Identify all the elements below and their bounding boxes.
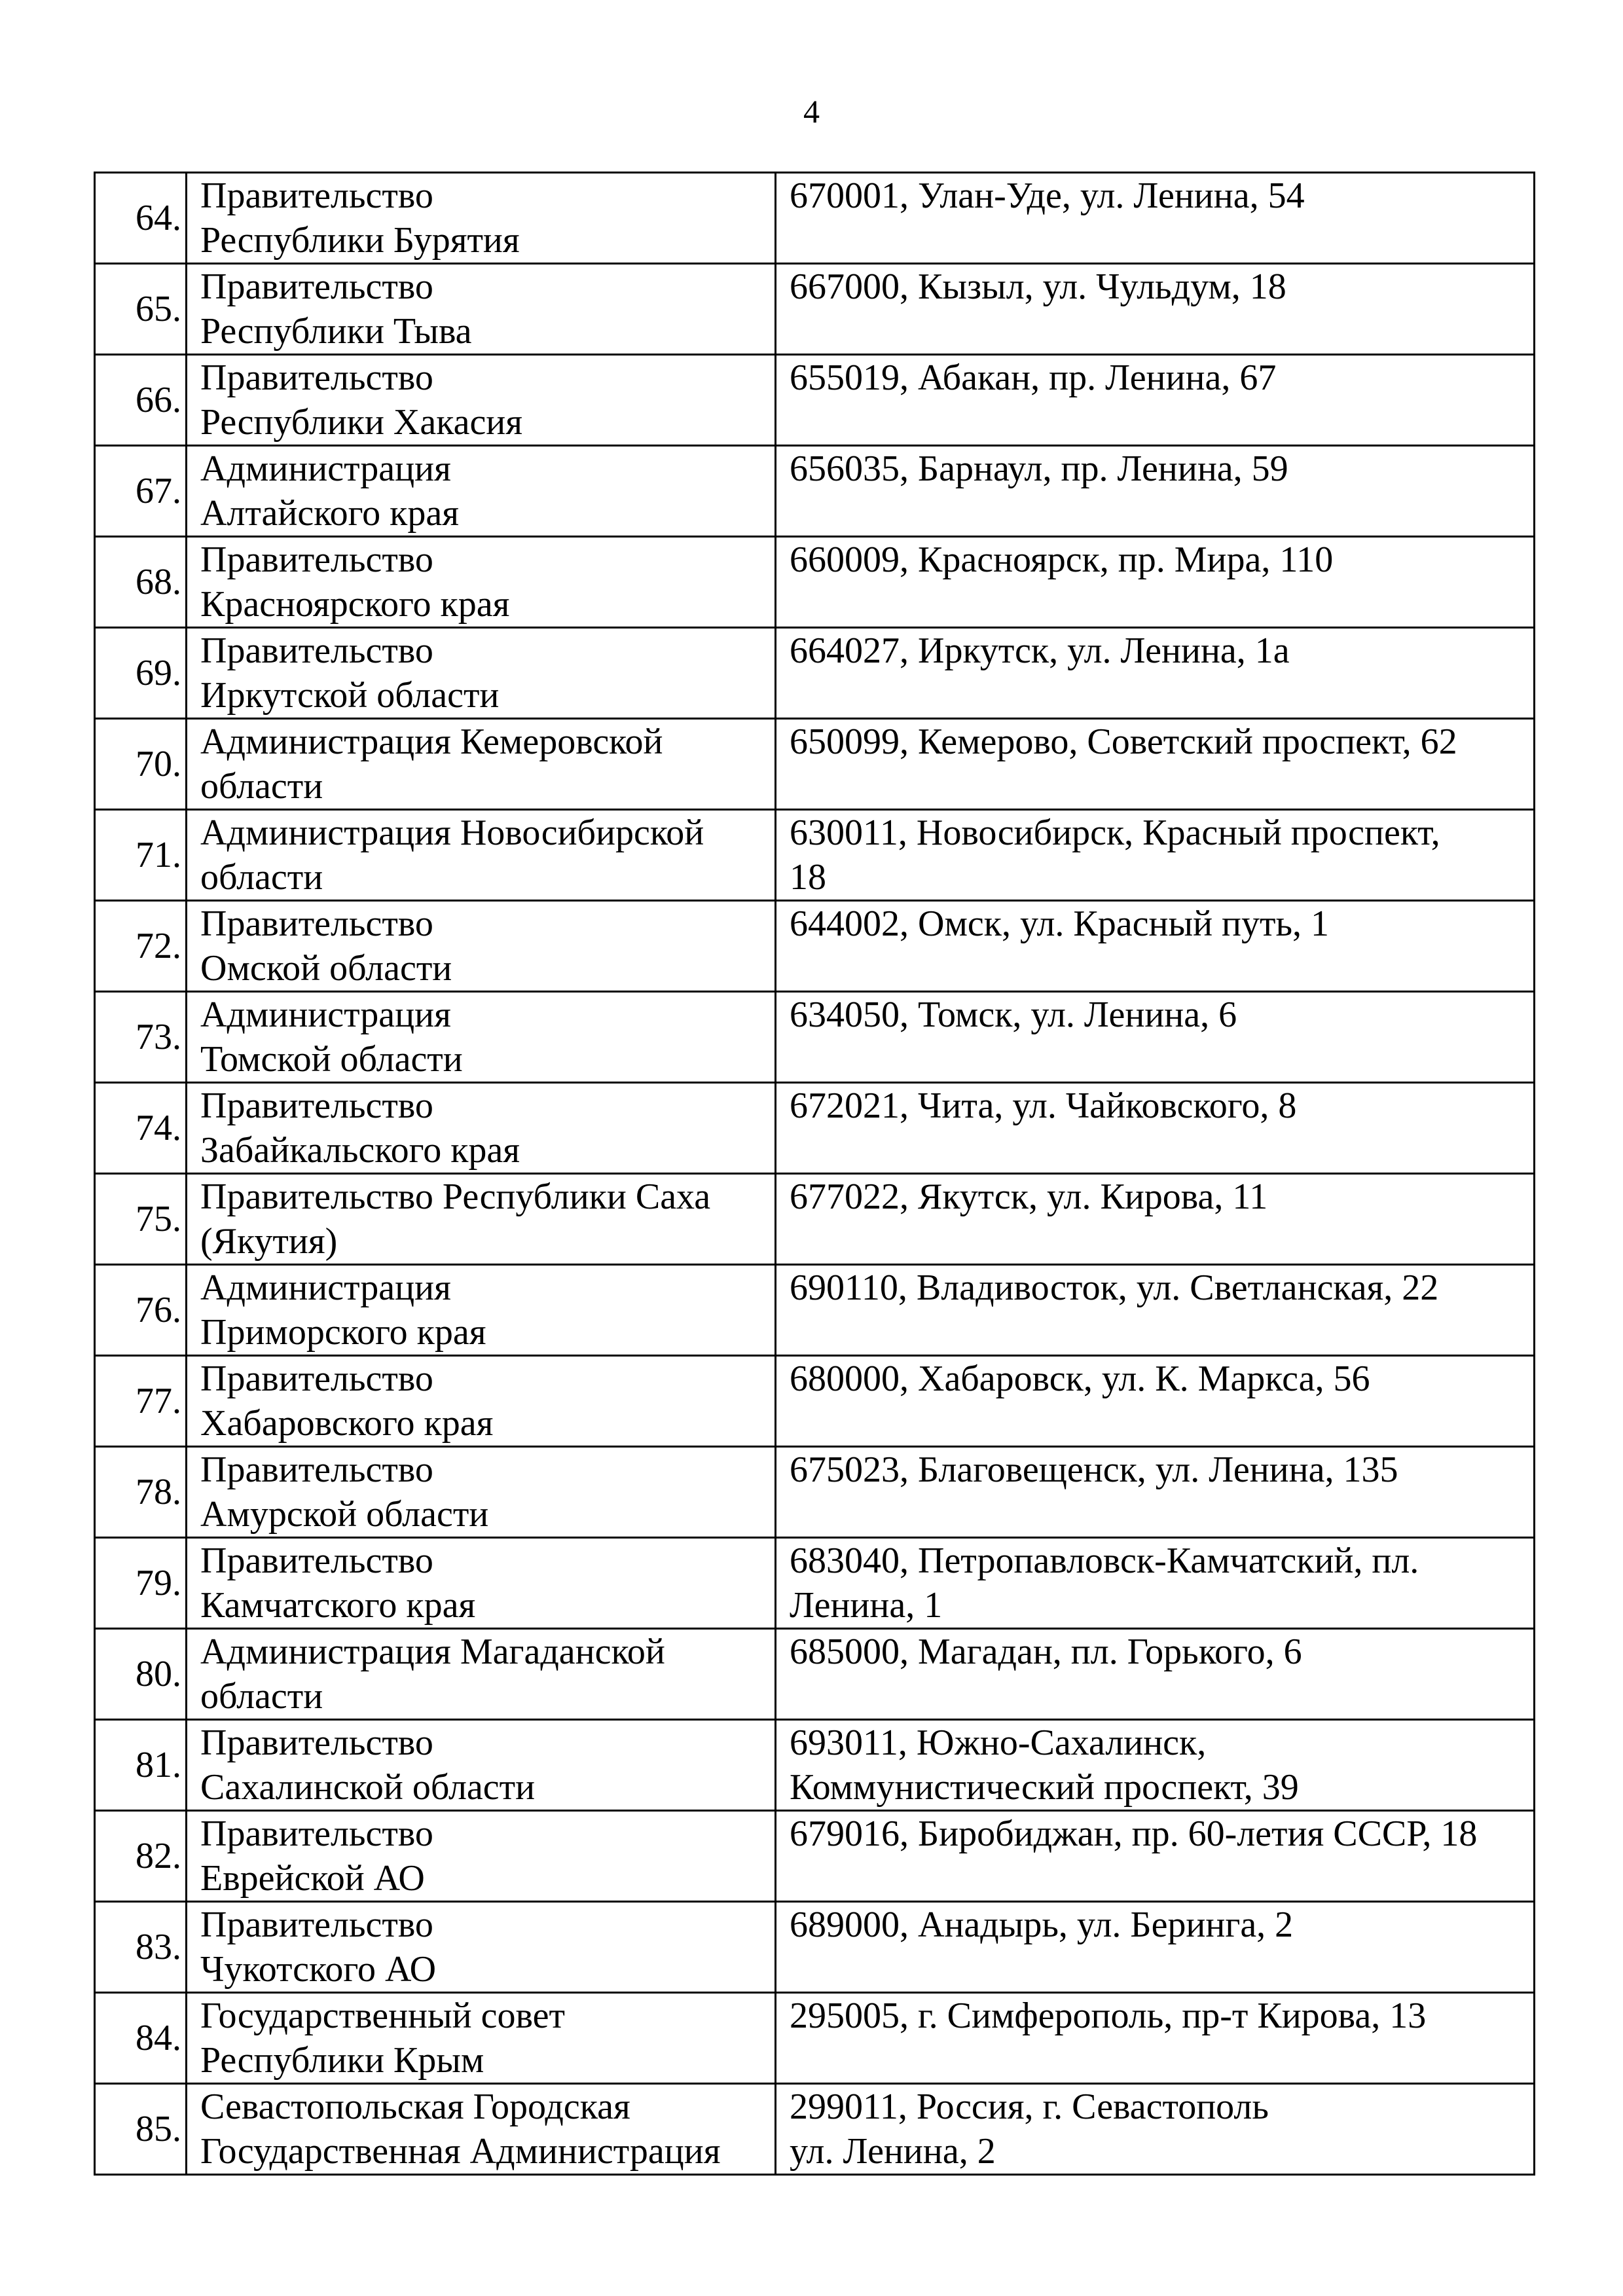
table-row (95, 810, 1535, 901)
row-number: 71. (95, 810, 187, 901)
table-body (95, 173, 1535, 2175)
organization-line: Севастопольская Городская (200, 2086, 630, 2127)
table-row (95, 1629, 1535, 1720)
address-line: ул. Ленина, 2 (790, 2131, 996, 2172)
table-row (95, 1356, 1535, 1447)
row-number: 68. (95, 537, 187, 628)
organization-line: Правительство (200, 1085, 433, 1126)
organization-line: Республики Крым (200, 2040, 484, 2081)
row-number: 79. (95, 1538, 187, 1629)
organization-cell (187, 264, 776, 355)
table-row (95, 446, 1535, 537)
organization-line: Сахалинской области (200, 1767, 536, 1808)
address-line: 634050, Томск, ул. Ленина, 6 (790, 994, 1237, 1035)
row-number: 76. (95, 1265, 187, 1356)
organization-line: области (200, 1676, 323, 1717)
row-number: 82. (95, 1811, 187, 1902)
row-number: 65. (95, 264, 187, 355)
organization-line: Правительство Республики Саха (200, 1176, 711, 1217)
address-line: 664027, Иркутск, ул. Ленина, 1а (790, 630, 1290, 671)
table-row (95, 1811, 1535, 1902)
address-cell (776, 173, 1535, 264)
address-cell (776, 1447, 1535, 1538)
table-row (95, 1447, 1535, 1538)
table-row (95, 901, 1535, 992)
organization-cell (187, 537, 776, 628)
address-cell (776, 1356, 1535, 1447)
organization-line: Амурской области (200, 1494, 489, 1535)
table-row (95, 1174, 1535, 1265)
organization-cell (187, 901, 776, 992)
organization-cell (187, 173, 776, 264)
address-cell (776, 264, 1535, 355)
table-row (95, 1083, 1535, 1174)
table-row (95, 1993, 1535, 2084)
table-row (95, 355, 1535, 446)
row-number: 72. (95, 901, 187, 992)
address-cell (776, 810, 1535, 901)
address-line: 656035, Барнаул, пр. Ленина, 59 (790, 448, 1288, 489)
table-row (95, 1720, 1535, 1811)
page-number: 4 (803, 93, 820, 130)
organization-cell (187, 1902, 776, 1993)
address-cell (776, 901, 1535, 992)
organization-line: Правительство (200, 1449, 433, 1490)
organization-cell (187, 1083, 776, 1174)
address-table (94, 172, 1535, 2176)
address-line: 630011, Новосибирск, Красный проспект, (790, 812, 1440, 853)
row-number: 73. (95, 992, 187, 1083)
organization-line: Правительство (200, 539, 433, 580)
address-line: 660009, Красноярск, пр. Мира, 110 (790, 539, 1334, 580)
row-number: 66. (95, 355, 187, 446)
table-row (95, 1902, 1535, 1993)
address-line: 299011, Россия, г. Севастополь (790, 2086, 1269, 2127)
organization-line: Иркутской области (200, 675, 500, 716)
table-row (95, 264, 1535, 355)
address-line: 683040, Петропавловск-Камчатский, пл. (790, 1540, 1419, 1581)
address-cell (776, 1265, 1535, 1356)
organization-line: Чукотского АО (200, 1949, 437, 1990)
address-cell (776, 2084, 1535, 2175)
address-line: 18 (790, 857, 826, 898)
organization-line: Хабаровского края (200, 1403, 494, 1444)
address-line: 675023, Благовещенск, ул. Ленина, 135 (790, 1449, 1398, 1490)
address-cell (776, 1902, 1535, 1993)
organization-line: Республики Тыва (200, 311, 472, 352)
organization-cell (187, 355, 776, 446)
organization-line: Администрация Магаданской (200, 1631, 665, 1672)
address-line: 685000, Магадан, пл. Горького, 6 (790, 1631, 1302, 1672)
organization-cell (187, 1629, 776, 1720)
organization-cell (187, 1720, 776, 1811)
organization-line: Правительство (200, 1813, 433, 1854)
address-line: 672021, Чита, ул. Чайковского, 8 (790, 1085, 1297, 1126)
organization-line: Красноярского края (200, 584, 510, 625)
organization-cell (187, 1993, 776, 2084)
organization-line: Приморского края (200, 1312, 486, 1353)
organization-cell (187, 1265, 776, 1356)
organization-line: Республики Бурятия (200, 220, 520, 261)
organization-cell (187, 719, 776, 810)
address-line: 667000, Кызыл, ул. Чульдум, 18 (790, 266, 1286, 307)
organization-line: Правительство (200, 1358, 433, 1399)
organization-line: (Якутия) (200, 1221, 338, 1262)
row-number: 84. (95, 1993, 187, 2084)
organization-line: Омской области (200, 948, 452, 989)
organization-line: Государственная Администрация (200, 2131, 721, 2172)
address-line: 644002, Омск, ул. Красный путь, 1 (790, 903, 1330, 944)
organization-line: Государственный совет (200, 1995, 565, 2036)
organization-line: Еврейской АО (200, 1858, 425, 1899)
organization-cell (187, 1538, 776, 1629)
organization-line: Томской области (200, 1039, 463, 1080)
row-number: 77. (95, 1356, 187, 1447)
row-number: 75. (95, 1174, 187, 1265)
organization-line: Правительство (200, 1540, 433, 1581)
row-number: 85. (95, 2084, 187, 2175)
organization-line: Администрация (200, 1267, 451, 1308)
table-row (95, 2084, 1535, 2175)
address-line: 680000, Хабаровск, ул. К. Маркса, 56 (790, 1358, 1370, 1399)
organization-line: Администрация (200, 448, 451, 489)
organization-line: Администрация Новосибирской (200, 812, 704, 853)
table-row (95, 1265, 1535, 1356)
organization-cell (187, 446, 776, 537)
organization-line: Алтайского края (200, 493, 459, 534)
organization-line: Камчатского края (200, 1585, 476, 1626)
address-line: 655019, Абакан, пр. Ленина, 67 (790, 357, 1277, 398)
address-line: 693011, Южно-Сахалинск, (790, 1722, 1207, 1763)
organization-line: области (200, 766, 323, 807)
address-line: 689000, Анадырь, ул. Беринга, 2 (790, 1904, 1294, 1945)
organization-line: Правительство (200, 1904, 433, 1945)
address-line: Коммунистический проспект, 39 (790, 1767, 1299, 1808)
row-number: 69. (95, 628, 187, 719)
table-row (95, 992, 1535, 1083)
organization-cell (187, 1447, 776, 1538)
organization-line: Правительство (200, 266, 433, 307)
organization-cell (187, 1811, 776, 1902)
address-line: 650099, Кемерово, Советский проспект, 62 (790, 721, 1457, 762)
table-row (95, 537, 1535, 628)
address-cell (776, 1174, 1535, 1265)
organization-line: Республики Хакасия (200, 402, 523, 443)
organization-cell (187, 810, 776, 901)
table-row (95, 173, 1535, 264)
row-number: 81. (95, 1720, 187, 1811)
table-row (95, 719, 1535, 810)
address-cell (776, 992, 1535, 1083)
table-row (95, 628, 1535, 719)
organization-line: Правительство (200, 357, 433, 398)
organization-line: Администрация (200, 994, 451, 1035)
address-cell (776, 719, 1535, 810)
organization-cell (187, 992, 776, 1083)
address-line: 670001, Улан-Уде, ул. Ленина, 54 (790, 175, 1305, 216)
address-line: 295005, г. Симферополь, пр-т Кирова, 13 (790, 1995, 1427, 2036)
address-cell (776, 1993, 1535, 2084)
address-cell (776, 1720, 1535, 1811)
address-cell (776, 1083, 1535, 1174)
row-number: 64. (95, 173, 187, 264)
organization-line: Правительство (200, 630, 433, 671)
address-cell (776, 1538, 1535, 1629)
address-cell (776, 1629, 1535, 1720)
organization-line: Забайкальского края (200, 1130, 520, 1171)
address-line: 677022, Якутск, ул. Кирова, 11 (790, 1176, 1268, 1217)
address-line: Ленина, 1 (790, 1585, 943, 1626)
address-line: 679016, Биробиджан, пр. 60-летия СССР, 18 (790, 1813, 1478, 1854)
row-number: 78. (95, 1447, 187, 1538)
address-cell (776, 1811, 1535, 1902)
address-cell (776, 355, 1535, 446)
address-cell (776, 446, 1535, 537)
table-row (95, 1538, 1535, 1629)
organization-line: Администрация Кемеровской (200, 721, 663, 762)
row-number: 67. (95, 446, 187, 537)
row-number: 80. (95, 1629, 187, 1720)
organization-line: Правительство (200, 1722, 433, 1763)
address-cell (776, 537, 1535, 628)
organization-cell (187, 1356, 776, 1447)
organization-line: Правительство (200, 903, 433, 944)
organization-cell (187, 1174, 776, 1265)
row-number: 74. (95, 1083, 187, 1174)
row-number: 83. (95, 1902, 187, 1993)
address-cell (776, 628, 1535, 719)
organization-line: Правительство (200, 175, 433, 216)
organization-cell (187, 2084, 776, 2175)
row-number: 70. (95, 719, 187, 810)
organization-cell (187, 628, 776, 719)
address-line: 690110, Владивосток, ул. Светланская, 22 (790, 1267, 1439, 1308)
organization-line: области (200, 857, 323, 898)
